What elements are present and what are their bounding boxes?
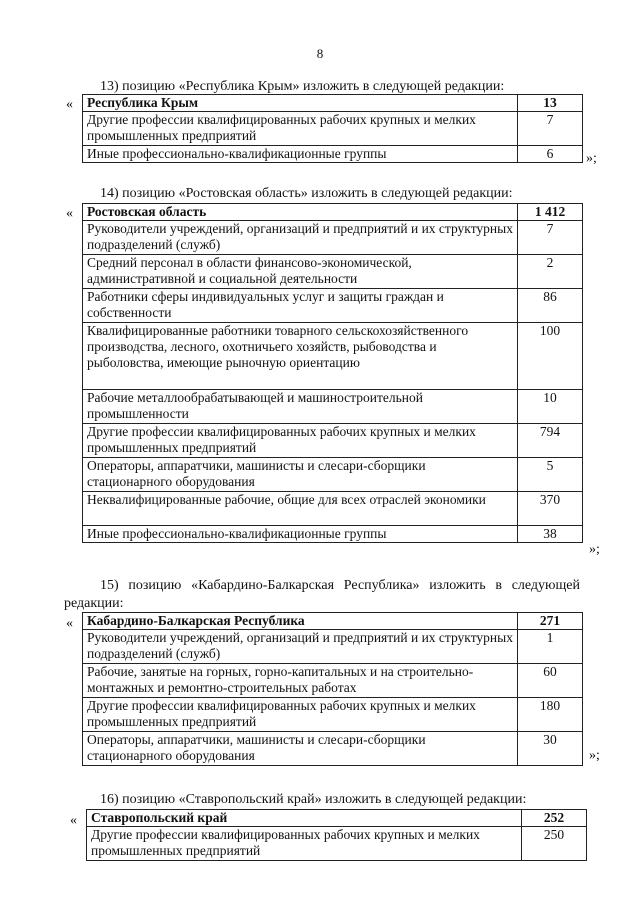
section-16-heading: 16) позицию «Ставропольский край» изложить в следующей редакции:	[100, 792, 527, 807]
section-13-table	[82, 94, 583, 163]
section-14-close-quote: »;	[589, 542, 600, 557]
profession-value: 370	[518, 492, 583, 526]
table-row	[83, 204, 583, 221]
section-14-open-quote: «	[66, 206, 73, 221]
section-13-heading: 13) позицию «Республика Крым» изложить в следующей редакции:	[100, 79, 505, 94]
profession-name: Квалифицированные работники товарного сельскохозяйственного производства, лесного, охотничьего хозяйств, рыбоводства и рыболовства, имеющие рыночную ориентацию	[83, 323, 518, 390]
profession-value: 5	[518, 458, 583, 492]
profession-value: 10	[518, 390, 583, 424]
table-row	[83, 613, 583, 630]
profession-name: Другие профессии квалифицированных рабочих крупных и мелких промышленных предприятий	[87, 827, 522, 861]
profession-name: Неквалифицированные рабочие, общие для всех отраслей экономики	[83, 492, 518, 526]
section-16-table	[86, 809, 587, 861]
profession-name: Руководители учреждений, организаций и предприятий и их структурных подразделений (служб)	[83, 221, 518, 255]
region-name: Ставропольский край	[87, 810, 522, 827]
profession-value: 180	[518, 698, 583, 732]
section-15-open-quote: «	[66, 616, 73, 631]
table-row	[83, 323, 583, 390]
profession-name: Рабочие металлообрабатывающей и машиностроительной промышленности	[83, 390, 518, 424]
profession-value: 250	[522, 827, 587, 861]
profession-name: Средний персонал в области финансово-экономической, административной и социальной деятельности	[83, 255, 518, 289]
page-number: 8	[316, 46, 324, 61]
table-row	[83, 390, 583, 424]
region-total: 271	[518, 613, 583, 630]
profession-name: Операторы, аппаратчики, машинисты и слесари-сборщики стационарного оборудования	[83, 732, 518, 766]
section-13-close-quote: »;	[586, 151, 597, 166]
section-15-heading: 15) позицию «Кабардино-Балкарская Республика» изложить в следующей	[100, 578, 580, 593]
profession-name: Работники сферы индивидуальных услуг и защиты граждан и собственности	[83, 289, 518, 323]
profession-value: 86	[518, 289, 583, 323]
table-row	[83, 698, 583, 732]
section-15-heading-continuation: редакции:	[64, 596, 124, 611]
table-row	[83, 732, 583, 766]
profession-value: 100	[518, 323, 583, 390]
profession-value: 794	[518, 424, 583, 458]
profession-value: 38	[518, 526, 583, 543]
region-name: Кабардино-Балкарская Республика	[83, 613, 518, 630]
table-row	[83, 112, 583, 146]
profession-name: Иные профессионально-квалификационные группы	[83, 146, 518, 163]
region-total: 252	[522, 810, 587, 827]
profession-name: Рабочие, занятые на горных, горно-капитальных и на строительно-монтажных и ремонтно-строительных работах	[83, 664, 518, 698]
section-16-open-quote: «	[70, 813, 77, 828]
profession-value: 6	[518, 146, 583, 163]
table-row	[83, 146, 583, 163]
profession-name: Другие профессии квалифицированных рабочих крупных и мелких промышленных предприятий	[83, 112, 518, 146]
profession-value: 7	[518, 112, 583, 146]
section-15-table	[82, 612, 583, 766]
table-row	[83, 492, 583, 526]
table-row	[83, 664, 583, 698]
profession-value: 1	[518, 630, 583, 664]
profession-name: Другие профессии квалифицированных рабочих крупных и мелких промышленных предприятий	[83, 424, 518, 458]
section-14-heading: 14) позицию «Ростовская область» изложить в следующей редакции:	[100, 186, 513, 201]
table-row	[83, 221, 583, 255]
table-row	[83, 255, 583, 289]
section-14-table	[82, 203, 583, 543]
table-row	[83, 289, 583, 323]
profession-name: Иные профессионально-квалификационные группы	[83, 526, 518, 543]
profession-value: 60	[518, 664, 583, 698]
profession-value: 30	[518, 732, 583, 766]
table-row	[83, 630, 583, 664]
region-total: 13	[518, 95, 583, 112]
section-15-close-quote: »;	[589, 748, 600, 763]
table-row	[83, 424, 583, 458]
profession-name: Руководители учреждений, организаций и предприятий и их структурных подразделений (служб)	[83, 630, 518, 664]
profession-value: 7	[518, 221, 583, 255]
table-row	[87, 827, 587, 861]
table-row	[83, 95, 583, 112]
table-row	[83, 458, 583, 492]
profession-name: Операторы, аппаратчики, машинисты и слесари-сборщики стационарного оборудования	[83, 458, 518, 492]
table-row	[87, 810, 587, 827]
region-total: 1 412	[518, 204, 583, 221]
region-name: Ростовская область	[83, 204, 518, 221]
profession-name: Другие профессии квалифицированных рабочих крупных и мелких промышленных предприятий	[83, 698, 518, 732]
table-row	[83, 526, 583, 543]
profession-value: 2	[518, 255, 583, 289]
region-name: Республика Крым	[83, 95, 518, 112]
section-13-open-quote: «	[66, 97, 73, 112]
